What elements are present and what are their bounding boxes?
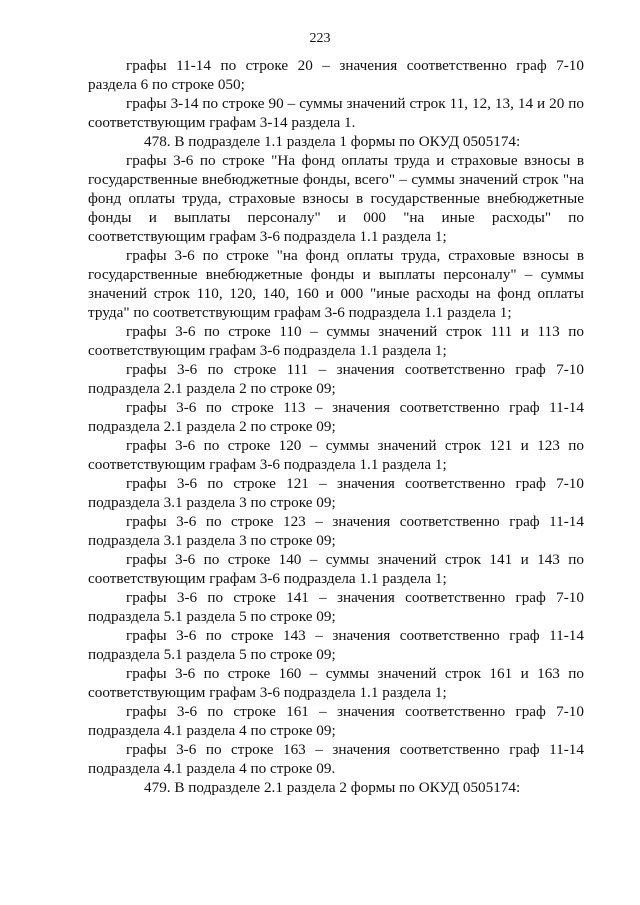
paragraph: графы 3-6 по строке 110 – суммы значений строк 111 и 113 по соответствующим графам 3-6 подраздела 1.1 раздела 1; (88, 323, 584, 359)
paragraph: графы 3-14 по строке 90 – суммы значений строк 11, 12, 13, 14 и 20 по соответствующим графам 3-14 раздела 1. (88, 95, 584, 131)
page-number: 223 (309, 31, 331, 46)
paragraph: графы 3-6 по строке 161 – значения соответственно граф 7-10 подраздела 4.1 раздела 4 по строке 09; (88, 703, 584, 739)
paragraph: графы 3-6 по строке 121 – значения соответственно граф 7-10 подраздела 3.1 раздела 3 по строке 09; (88, 475, 584, 511)
paragraph: графы 3-6 по строке 113 – значения соответственно граф 11-14 подраздела 2.1 раздела 2 по строке 09; (88, 399, 584, 435)
paragraph: графы 3-6 по строке 160 – суммы значений строк 161 и 163 по соответствующим графам 3-6 подраздела 1.1 раздела 1; (88, 665, 584, 701)
paragraph: графы 11-14 по строке 20 – значения соответственно граф 7-10 раздела 6 по строке 050; (88, 57, 584, 93)
paragraph: графы 3-6 по строке 163 – значения соответственно граф 11-14 подраздела 4.1 раздела 4 по строке 09. (88, 741, 584, 777)
paragraph: графы 3-6 по строке "На фонд оплаты труда и страховые взносы в государственные внебюджетные фонды, всего" – суммы значений строк "на фонд оплаты труда, страховые взносы в государственные внебюджетные фонды и выплаты персоналу" и 000 "на иные расходы" по соответствующим графам 3-6 подраздела 1.1 раздела 1; (88, 152, 584, 245)
paragraph: графы 3-6 по строке "на фонд оплаты труда, страховые взносы в государственные внебюджетные фонды и выплаты персоналу" – суммы значений строк 110, 120, 140, 160 и 000 "иные расходы на фонд оплаты труда" по соответствующим графам 3-6 подраздела 1.1 раздела 1; (88, 247, 584, 321)
section-heading-478: 478. В подразделе 1.1 раздела 1 формы по ОКУД 0505174: (144, 133, 521, 150)
section-heading-479: 479. В подразделе 2.1 раздела 2 формы по ОКУД 0505174: (144, 779, 521, 796)
paragraph: графы 3-6 по строке 141 – значения соответственно граф 7-10 подраздела 5.1 раздела 5 по строке 09; (88, 589, 584, 625)
paragraph: графы 3-6 по строке 111 – значения соответственно граф 7-10 подраздела 2.1 раздела 2 по строке 09; (88, 361, 584, 397)
paragraph: графы 3-6 по строке 143 – значения соответственно граф 11-14 подраздела 5.1 раздела 5 по строке 09; (88, 627, 584, 663)
document-body (88, 56, 584, 797)
paragraph: графы 3-6 по строке 123 – значения соответственно граф 11-14 подраздела 3.1 раздела 3 по строке 09; (88, 513, 584, 549)
paragraph: графы 3-6 по строке 120 – суммы значений строк 121 и 123 по соответствующим графам 3-6 подраздела 1.1 раздела 1; (88, 437, 584, 473)
paragraph: графы 3-6 по строке 140 – суммы значений строк 141 и 143 по соответствующим графам 3-6 подраздела 1.1 раздела 1; (88, 551, 584, 587)
